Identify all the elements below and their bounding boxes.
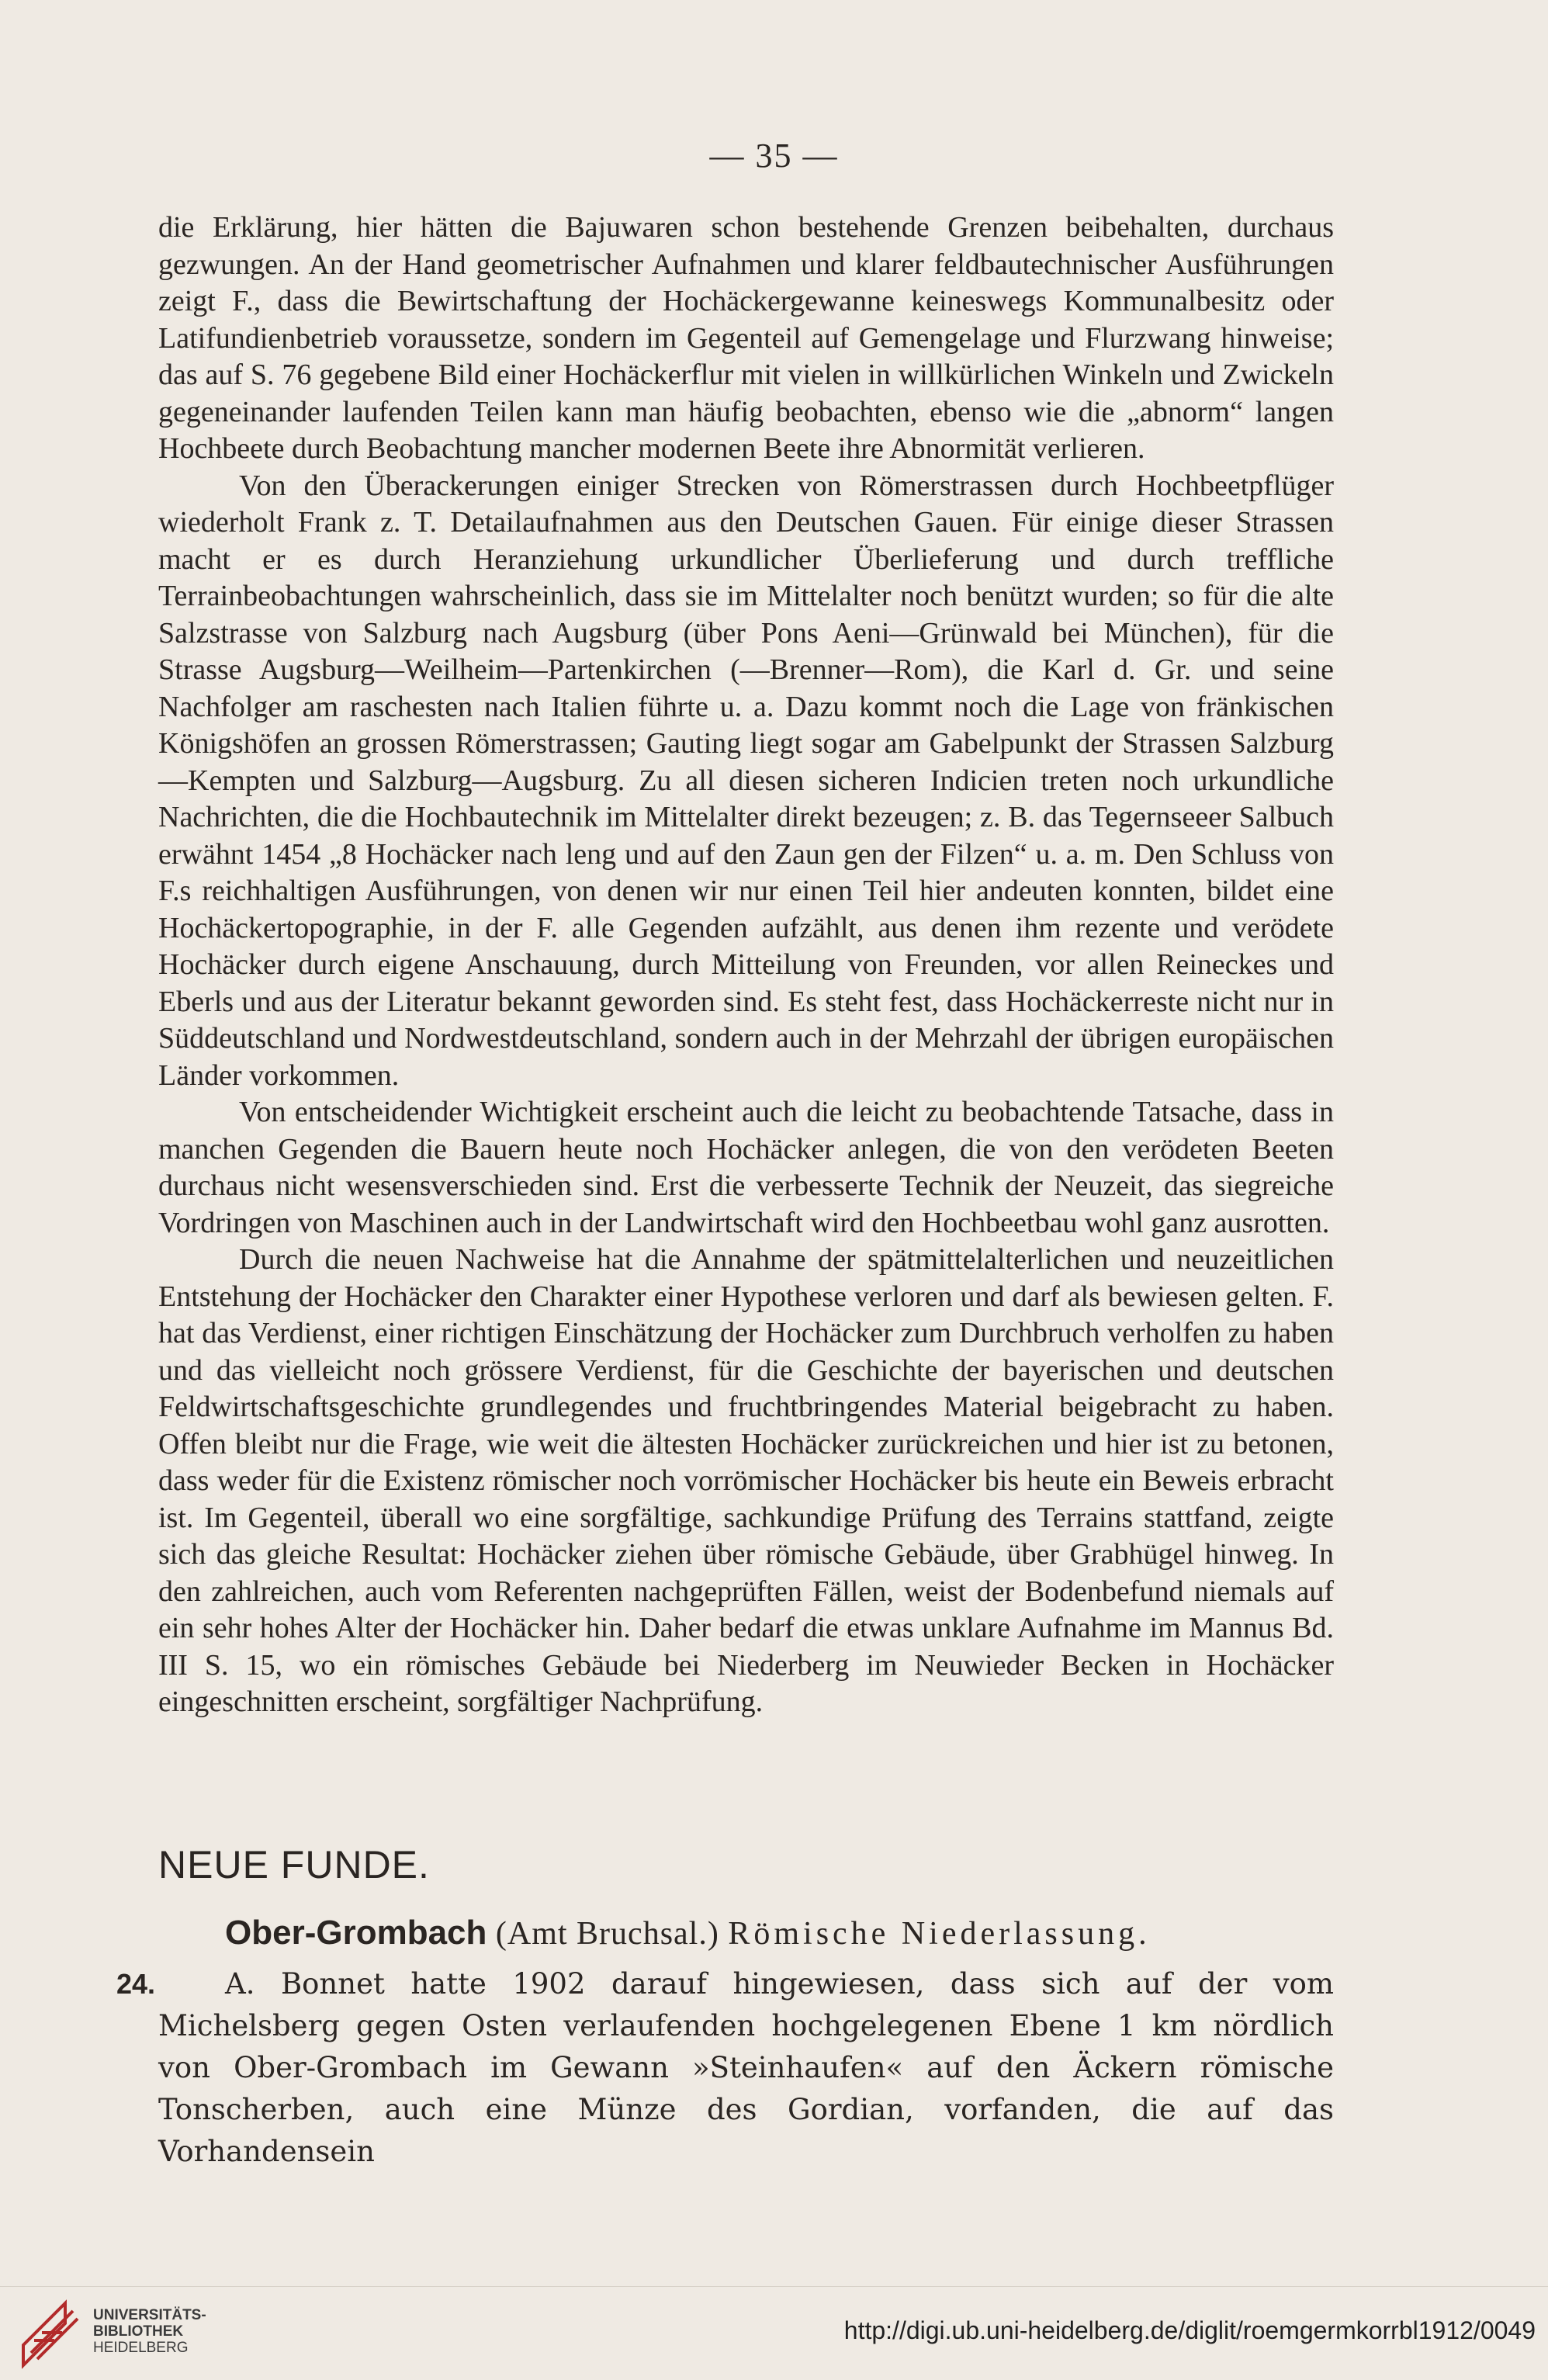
article-body <box>158 210 1334 1721</box>
site-heading <box>225 1914 1151 1952</box>
paragraph-2: Von den Überackerungen einiger Strecken von Römerstrassen durch Hochbeetpflüger wiederholt Frank z. T. Detailaufnahmen aus den Deutschen Gauen. Für einige dieser Strassen macht er es durch Heranziehung urkundlicher Überlieferung und durch treffliche Terrainbeobachtungen wahrscheinlich, dass sie im Mittelalter noch benützt wurden; so für die alte Salzstrasse von Salzburg nach Augsburg (über Pons Aeni—Grünwald bei München), für die Strasse Augsburg—Weilheim—Partenkirchen (—Brenner—Rom), die Karl d. Gr. und seine Nachfolger am raschesten nach Italien führte u. a. Dazu kommt noch die Lage von fränkischen Königshöfen an grossen Römerstrassen; Gauting liegt sogar am Gabelpunkt der Strassen Salzburg—Kempten und Salzburg—Augsburg. Zu all diesen sicheren Indicien treten noch urkundliche Nachrichten, die die Hochbautechnik im Mittelalter direkt bezeugen; z. B. das Tegernseeer Salbuch erwähnt 1454 „8 Hochäcker nach leng und auf den Zaun gen der Filzen“ u. a. m. Den Schluss von F.s reichhaltigen Ausführungen, von denen wir nur einen Teil hier andeuten konnten, bildet eine Hochäckertopographie, in der F. alle Gegenden aufzählt, aus denen ihm rezente und verödete Hochäcker durch eigene Anschauung, durch Mitteilung von Freunden, vor allen Reineckes und Eberls und aus der Literatur bekannt geworden sind. Es steht fest, dass Hochäckerreste nicht nur in Süddeutschland und Nordwestdeutschland, sondern auch in der Mehrzahl der übrigen europäischen Länder vorkommen. <box>158 469 1334 1092</box>
entry-number: 24. <box>116 1968 156 2000</box>
entry-paragraph: A. Bonnet hatte 1902 darauf hingewiesen, dass sich auf der vom Michelsberg gegen Osten verlaufenden hochgelegenen Ebene 1 km nördlich von Ober-Grombach im Gewann »Steinhaufen« auf den Äckern römische Tonscherben, auch eine Münze des Gordian, vorfanden, die auf das Vorhandensein <box>158 1967 1334 2168</box>
footer-divider <box>0 2286 1548 2287</box>
site-name: Ober-Grombach <box>225 1914 487 1952</box>
paragraph-3: Von entscheidender Wichtigkeit erscheint auch die leicht zu beobachtende Tatsache, dass in manchen Gegenden die Bauern heute noch Hochäcker anlegen, die von den verödeten Beeten durchaus nicht wesensverschieden sind. Erst die verbesserte Technik der Neuzeit, das siegreiche Vordringen von Maschinen auch in der Landwirtschaft wird den Hochbeetbau wohl ganz ausrotten. <box>158 1096 1334 1239</box>
library-line-3: HEIDELBERG <box>93 2340 189 2356</box>
library-name <box>93 2307 206 2356</box>
section-heading: NEUE FUNDE. <box>158 1843 430 1886</box>
site-district: (Amt Bruchsal.) <box>495 1916 719 1952</box>
site-type: Römische Niederlassung. <box>728 1916 1151 1952</box>
university-library-logo-icon[interactable] <box>11 2297 85 2371</box>
page-number: — 35 — <box>709 137 839 175</box>
entry-body <box>158 1963 1334 2173</box>
source-url-link[interactable]: http://digi.ub.uni-heidelberg.de/diglit/roemgermkorrbl1912/0049 <box>843 2316 1536 2344</box>
paragraph-1: die Erklärung, hier hätten die Bajuwaren schon bestehende Grenzen beibehalten, durchaus gezwungen. An der Hand geometrischer Aufnahmen und klarer feldbautechnischer Ausführungen zeigt F., dass die Bewirtschaftung der Hochäckergewanne keineswegs Kommunalbesitz oder Latifundienbetrieb voraussetze, sondern im Gegenteil auf Gemengelage und Flurzwang hinweise; das auf S. 76 gegebene Bild einer Hochäckerflur mit vielen in willkürlichen Winkeln und Zwickeln gegeneinander laufenden Teilen kann man häufig beobachten, ebenso wie die „abnorm“ langen Hochbeete durch Beobachtung mancher modernen Beete ihre Abnormität verlieren. <box>158 211 1334 465</box>
library-line-2: BIBLIOTHEK <box>93 2323 184 2340</box>
library-line-1: UNIVERSITÄTS- <box>93 2307 206 2323</box>
paragraph-4: Durch die neuen Nachweise hat die Annahme der spätmittelalterlichen und neuzeitlichen Entstehung der Hochäcker den Charakter einer Hypothese verloren und darf als bewiesen gelten. F. hat das Verdienst, einer richtigen Einschätzung der Hochäcker zum Durchbruch verholfen zu haben und das vielleicht noch grössere Verdienst, für die Geschichte der bayerischen und deutschen Feldwirtschaftsgeschichte grundlegendes und fruchtbringendes Material beigebracht zu haben. Offen bleibt nur die Frage, wie weit die ältesten Hochäcker zurückreichen und hier ist zu betonen, dass weder für die Existenz römischer noch vorrömischer Hochäcker bis heute ein Beweis erbracht ist. Im Gegenteil, überall wo eine sorgfältige, sachkundige Prüfung des Terrains stattfand, zeigte sich das gleiche Resultat: Hochäcker ziehen über römische Gebäude, über Grabhügel hinweg. In den zahlreichen, auch vom Referenten nachgeprüften Fällen, weist der Bodenbefund niemals auf ein sehr hohes Alter der Hochäcker hin. Daher bedarf die etwas unklare Aufnahme im Mannus Bd. III S. 15, wo ein römisches Gebäude bei Niederberg im Neuwieder Becken in Hochäcker eingeschnitten erscheint, sorgfältiger Nachprüfung. <box>158 1243 1334 1718</box>
